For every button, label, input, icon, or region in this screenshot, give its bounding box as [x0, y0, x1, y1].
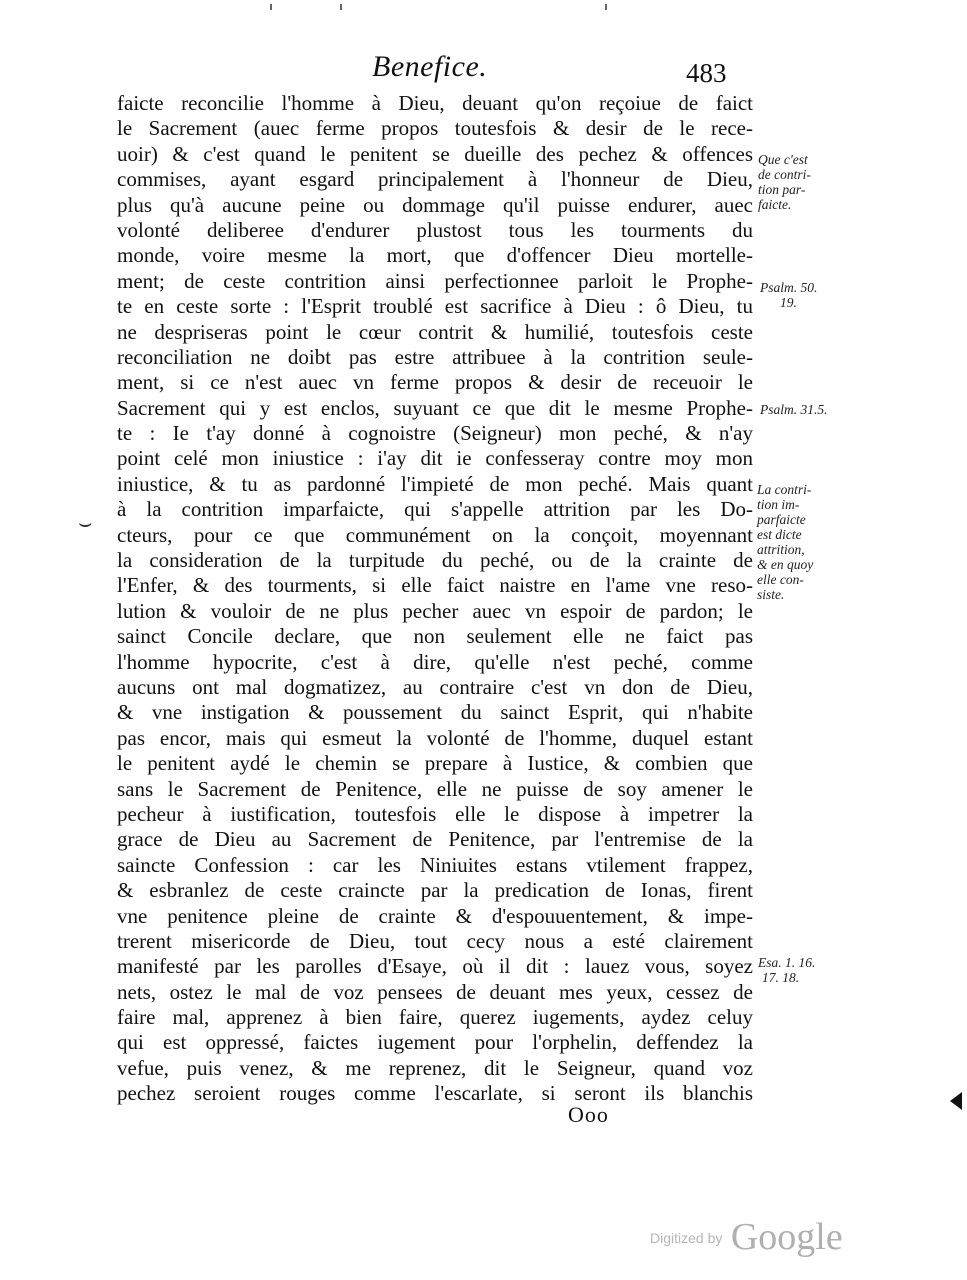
text-line: pas encor, mais qui esmeut la volonté de l'homme, duquel estant	[117, 725, 753, 750]
text-line: sans le Sacrement de Penitence, elle ne puisse de soy amener le	[117, 776, 753, 801]
text-line: volonté deliberee d'endurer plustost tous les tourments du	[117, 217, 753, 242]
text-line: nets, ostez le mal de voz pensees de deuant mes yeux, cessez de	[117, 979, 753, 1004]
text-line: pecheur à iustification, toutesfois elle le dispose à impetrer la	[117, 801, 753, 826]
text-line: ment; de ceste contrition ainsi perfectionnee parloit le Prophe-	[117, 268, 753, 293]
text-line: le penitent aydé le chemin se prepare à Iustice, & combien que	[117, 751, 753, 776]
margin-note-line: de contri-	[758, 167, 811, 182]
text-line: ment, si ce n'est auec vn ferme propos & desir de receuoir le	[117, 370, 753, 395]
margin-note-line: 19.	[780, 295, 797, 310]
text-line: te : Ie t'ay donné à cognoistre (Seigneur) mon peché, & n'ay	[117, 421, 753, 446]
margin-note-line: attrition,	[757, 542, 805, 557]
body-text	[117, 91, 753, 1107]
text-line: trerent misericorde de Dieu, tout cecy nous a esté clairement	[117, 928, 753, 953]
text-line: cteurs, pour ce que communément on la conçoit, moyennant	[117, 522, 753, 547]
text-line: faire mal, apprenez à bien faire, querez iugements, aydez celuy	[117, 1005, 753, 1030]
margin-note-line: tion im-	[757, 497, 800, 512]
text-line: & vne instigation & poussement du sainct Esprit, qui n'habite	[117, 700, 753, 725]
margin-note-esaie	[758, 955, 815, 985]
margin-note-contrition-parfaite	[758, 152, 811, 212]
text-line: à la contrition imparfaicte, qui s'appelle attrition par les Do-	[117, 497, 753, 522]
text-line: la consideration de la turpitude du peché, ou de la crainte de	[117, 548, 753, 573]
text-line: uoir) & c'est quand le penitent se dueille des pechez & offences	[117, 141, 753, 166]
text-line: lution & vouloir de ne plus pecher auec vn espoir de pardon; le	[117, 598, 753, 623]
text-line: & esbranlez de ceste craincte par la predication de Ionas, firent	[117, 878, 753, 903]
text-line: point celé mon iniustice : i'ay dit ie confesseray contre moy mon	[117, 446, 753, 471]
margin-ink-mark: ⌣	[78, 510, 93, 535]
text-line: faicte reconcilie l'homme à Dieu, deuant qu'on reçoiue de faict	[117, 91, 753, 115]
text-line: iniustice, & tu as pardonné l'impieté de mon peché. Mais quant	[117, 471, 753, 496]
margin-note-line: Psalm. 31.5.	[760, 402, 828, 417]
text-line: sainct Concile declare, que non seulement elle ne faict pas	[117, 624, 753, 649]
text-line: vefue, puis venez, & me reprenez, dit le Seigneur, quand voz	[117, 1055, 753, 1080]
margin-note-line: & en quoy	[757, 557, 814, 572]
watermark-prefix: Digitized by	[650, 1230, 723, 1246]
text-line: grace de Dieu au Sacrement de Penitence, par l'entremise de la	[117, 827, 753, 852]
margin-note-line: 17. 18.	[762, 970, 800, 985]
running-title: Benefice.	[372, 50, 488, 83]
page-edge-tab	[950, 1092, 962, 1110]
text-line: monde, voire mesme la mort, que d'offencer Dieu mortelle-	[117, 243, 753, 268]
text-line: pechez seroient rouges comme l'escarlate, si seront ils blanchis	[117, 1081, 753, 1106]
margin-note-line: est dicte	[757, 527, 802, 542]
margin-note-psalm-31	[760, 402, 828, 417]
margin-note-line: Psalm. 50.	[760, 280, 818, 295]
text-line: qui est oppressé, faictes iugement pour l'orphelin, deffendez la	[117, 1030, 753, 1055]
margin-note-line: elle con-	[757, 572, 804, 587]
digitized-by-watermark	[650, 1215, 843, 1259]
text-line: ne despriseras point le cœur contrit & humilié, toutesfois ceste	[117, 319, 753, 344]
google-logo: Google	[730, 1216, 843, 1258]
margin-note-line: faicte.	[758, 197, 792, 212]
catchword-signature: Ooo	[568, 1102, 609, 1127]
margin-note-line: siste.	[757, 587, 785, 602]
margin-note-psalm-50	[760, 280, 817, 310]
text-line: vne penitence pleine de crainte & d'espouuentement, & impe-	[117, 903, 753, 928]
text-line: te en ceste sorte : l'Esprit troublé est sacrifice à Dieu : ô Dieu, tu	[117, 294, 753, 319]
text-line: saincte Confession : car les Niniuites estans vtilement frappez,	[117, 852, 753, 877]
text-line: reconciliation ne doibt pas estre attribuee à la contrition seule-	[117, 344, 753, 369]
scan-mark	[270, 4, 272, 10]
text-line: l'Enfer, & des tourments, si elle faict naistre en l'ame vne reso-	[117, 573, 753, 598]
margin-note-line: La contri-	[757, 482, 812, 497]
margin-note-line: Que c'est	[758, 152, 808, 167]
text-line: l'homme hypocrite, c'est à dire, qu'elle n'est peché, comme	[117, 649, 753, 674]
margin-note-line: parfaicte	[757, 512, 806, 527]
margin-note-line: tion par-	[758, 182, 806, 197]
text-line: commises, ayant esgard principalement à l'honneur de Dieu,	[117, 167, 753, 192]
scan-mark	[605, 4, 607, 10]
text-line: le Sacrement (auec ferme propos toutesfois & desir de le rece-	[117, 116, 753, 141]
page-number: 483	[686, 58, 727, 88]
text-line: aucuns ont mal dogmatizez, au contraire c'est vn don de Dieu,	[117, 674, 753, 699]
margin-note-attrition	[757, 482, 813, 602]
text-line: Sacrement qui y est enclos, suyuant ce que dit le mesme Prophe-	[117, 395, 753, 420]
margin-note-line: Esa. 1. 16.	[758, 955, 816, 970]
text-line: manifesté par les parolles d'Esaye, où il dit : lauez vous, soyez	[117, 954, 753, 979]
text-line: plus qu'à aucune peine ou dommage qu'il puisse endurer, auec	[117, 192, 753, 217]
scan-mark	[340, 4, 342, 10]
